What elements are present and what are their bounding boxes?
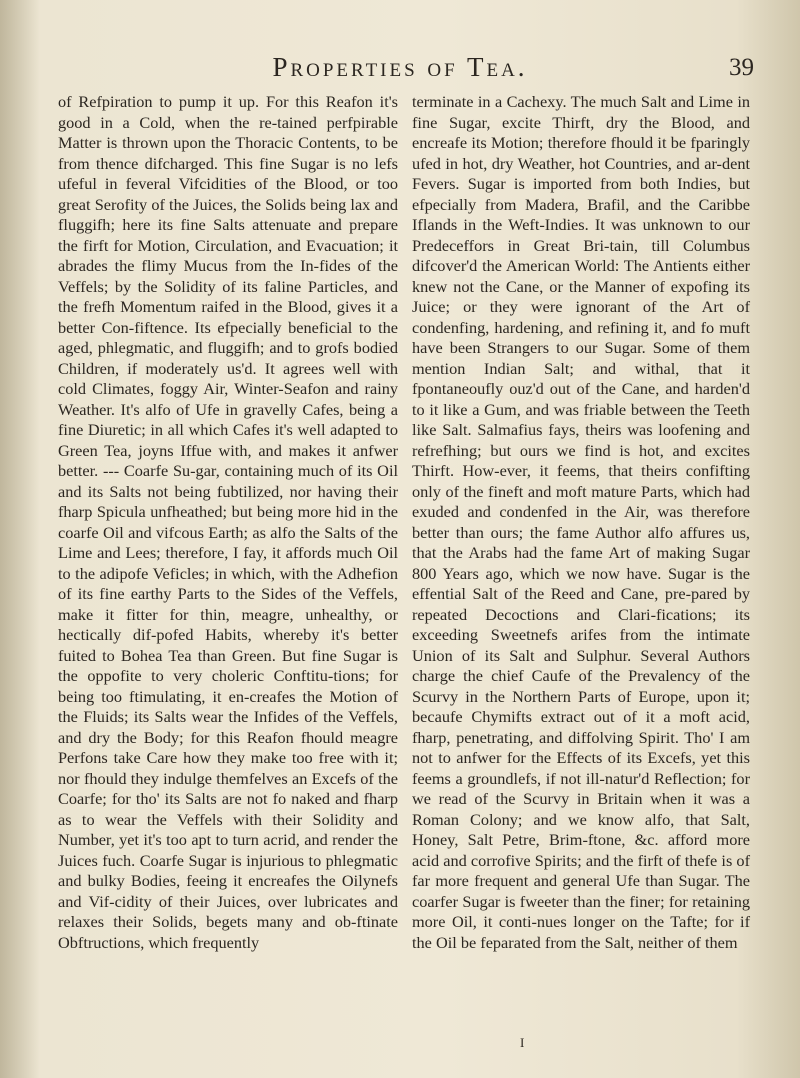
right-column-text: terminate in a Cachexy. The much Salt and Lime in fine Sugar, excite Thirft, dry the Blood, and encreafe its Motion; therefore fhould it be fparingly ufed in hot, dry Weather, hot Countries, and ar-dent Fevers. Sugar is imported from both Indies, but efpecially from Madera, Brafil, and the Caribbe Iflands in the Weft-Indies. It was unknown to our Predeceffors in Great Bri-tain, till Columbus difcover'd the American World: The Antients either knew not the Cane, or the Manner of expofing its Juice; or they were ignorant of the Art of condenfing, hardening, and refining it, and fo muft have been Strangers to our Sugar. Some of them mention Indian Salt; and withal, that it fpontaneoufly ouz'd out of the Cane, and harden'd to it like a Gum, and was friable between the Teeth like Salt. Salmafius fays, theirs was loofening and refrefhing; but ours we find is hot, and excites Thirft. How-ever, it feems, that theirs confifting only of the fineft and moft mature Parts, which had exuded and condenfed in the Air, was therefore better than ours; the fame Author alfo affures us, that the Arabs had the fame Art of making Sugar 800 Years ago, which we now have. Sugar is the effential Salt of the Reed and Cane, pre-pared by repeated Decoctions and Clari-fications; its exceeding Sweetnefs arifes from the intimate Union of its Salt and Sulphur. Several Authors charge the chief Caufe of the Prevalency of the Scurvy in the Northern Parts of Europe, upon it; becaufe Chymifts extract out of it a moft acid, fharp, penetrating, and diffolving Spirit. Tho' I am not to anfwer for the Effects of its Excefs, yet this feems a groundlefs, if not ill-natur'd Reflection; for we read of the Scurvy in Britain when it was a Roman Colony; and we know alfo, that Salt, Honey, Salt Petre, Brim-ftone, &c. afford more acid and corrofive Spirits; and the firft of thefe is of far more frequent and general Ufe than Sugar. The coarfer Sugar is fweeter than the finer; for retaining more Oil, it conti-nues longer on the Tafte; for if the Oil be feparated from the Salt, neither of them — [412, 92, 750, 952]
page-header — [0, 52, 800, 88]
signature-mark: I — [520, 1035, 525, 1050]
left-column-text: of Refpiration to pump it up. For this Reafon it's good in a Cold, when the re-tained perfpirable Matter is thrown upon the Thoracic Contents, to be from thence difcharged. This fine Sugar is no lefs ufeful in feveral Vifcidities of the Blood, or too great Serofity of the Juices, the Solids being lax and fluggifh; here its fine Salts attenuate and prepare the firft for Motion, Circulation, and Evacuation; it abrades the flimy Mucus from the In-fides of the Veffels; by the Solidity of its faline Particles, and the frefh Momentum raifed in the Blood, gives it a better Con-fiftence. Its efpecially beneficial to the aged, phlegmatic, and fluggifh; and to grofs bodied Children, if moderately us'd. It agrees well with cold Climates, foggy Air, Winter-Seafon and rainy Weather. It's alfo of Ufe in gravelly Cafes, being a fine Diuretic; in all which Cafes it's well adapted to Green Tea, joyns Iffue with, and makes it anfwer better. --- Coarfe Su-gar, containing much of its Oil and its Salts not being fubtilized, nor having their fharp Spicula unfheathed; but being more hid in the coarfe Oil and vifcous Earth; as alfo the Salts of the Lime and Lees; therefore, I fay, it affords much Oil to the adipofe Veficles; in which, with the Adhefion of its fine earthy Parts to the Sides of the Veffels, make it fitter for thin, meagre, unhealthy, or hectically dif-pofed Habits, whereby it's better fuited to Bohea Tea than Green. But fine Sugar is the oppofite to very choleric Conftitu-tions; for being too ftimulating, it en-creafes the Motion of the Fluids; its Salts wear the Infides of the Veffels, and dry the Body; for this Reafon fhould meagre Perfons take Care how they make too free with it; nor fhould they indulge themfelves an Excefs of the Coarfe; for tho' its Salts are not fo naked and fharp as to wear the Veffels with their Solidity and Number, yet it's too apt to turn acrid, and render the Juices fuch. Coarfe Sugar is injurious to phlegmatic and bulky Bodies, feeing it encreafes the Oilynefs and Vif-cidity of their Juices, over lubricates and relaxes their Solids, begets many and ob-ftinate Obftructions, which frequently — [58, 92, 398, 952]
running-head: Properties of Tea. — [272, 52, 528, 82]
right-column — [412, 92, 750, 953]
left-column — [58, 92, 398, 953]
page-edge-shadow — [0, 0, 40, 1078]
page-number: 39 — [729, 54, 754, 81]
